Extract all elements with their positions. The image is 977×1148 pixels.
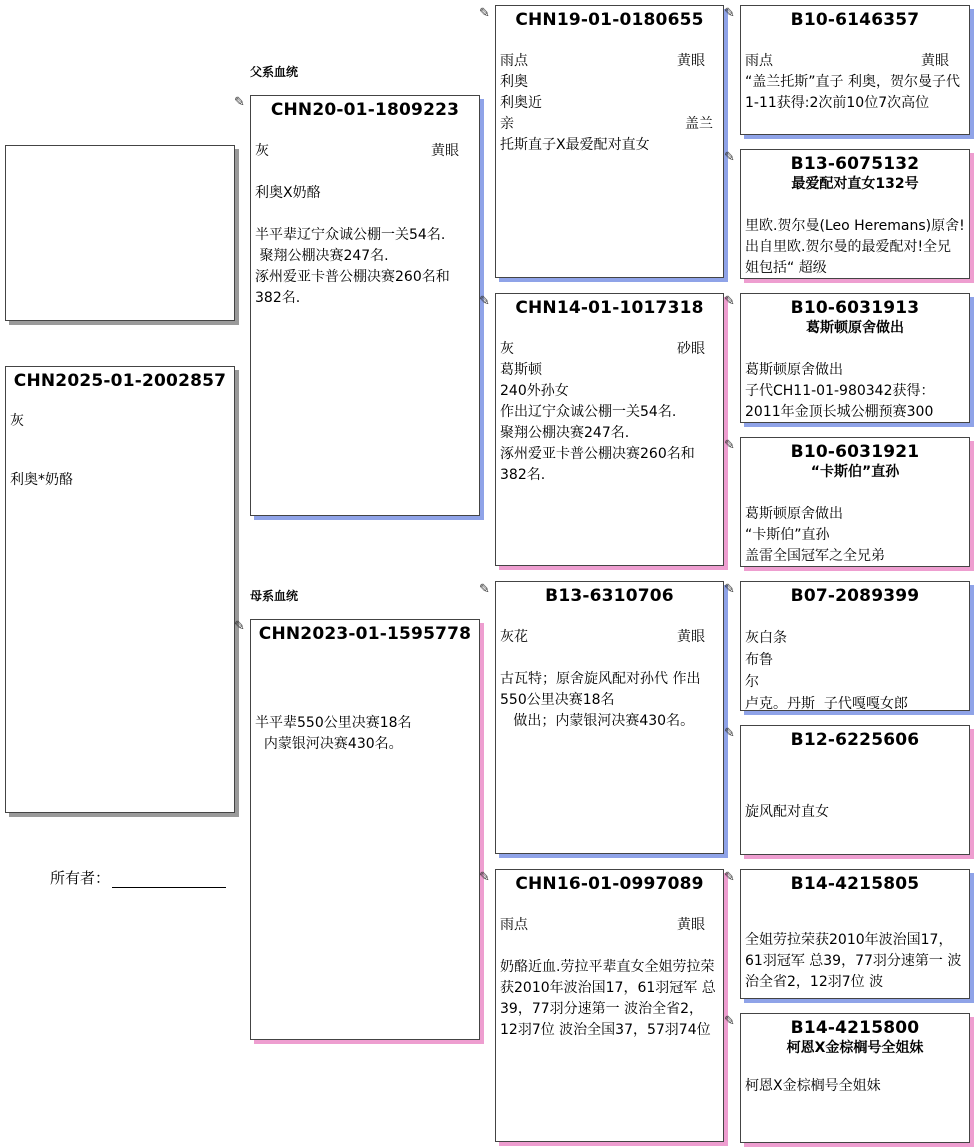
pencil-icon[interactable]: ✎ xyxy=(479,294,490,309)
sire-eye: 黄眼 xyxy=(431,143,459,159)
sd-color-row xyxy=(500,339,719,360)
pencil-icon[interactable]: ✎ xyxy=(479,6,490,21)
ssd-card xyxy=(740,149,970,279)
ssd-notes: 里欧.贺尔曼(Leo Heremans)原舍!出自里欧.贺尔曼的最爱配对!全兄姐包括“ 超级 xyxy=(745,218,965,276)
sdd-sub: “卡斯伯”直孙 xyxy=(810,464,900,480)
ss-line3b: 盖兰 xyxy=(685,116,713,132)
sd-notes: 葛斯顿 240外孙女 作出辽宁众诚公棚一关54名. 聚翔公棚决赛247名. 涿州爱亚卡普公棚决赛260名和382名. xyxy=(500,362,695,483)
sire-notes: 半平辈辽宁众诚公棚一关54名. 聚翔公棚决赛247名. 涿州爱亚卡普公棚决赛260名和382名. xyxy=(255,227,450,306)
pencil-icon[interactable]: ✎ xyxy=(724,150,735,165)
owner-input[interactable] xyxy=(112,873,226,888)
sdd-card xyxy=(740,437,970,567)
ds-color: 灰花 xyxy=(500,629,528,645)
ss-line2: 利奥近 xyxy=(500,95,542,111)
sdd-notes: 葛斯顿原舍做出 “卡斯伯”直孙 盖雷全国冠军之全兄弟 xyxy=(745,506,885,564)
dss-ring: B07-2089399 xyxy=(790,586,920,606)
owner-field xyxy=(50,867,226,888)
sds-sub: 葛斯顿原舍做出 xyxy=(806,320,904,336)
dss-notes: 灰白条 布鲁 尔 卢克。丹斯 子代嘎嘎女郎 xyxy=(745,630,908,711)
ds-color-row xyxy=(500,627,719,648)
pencil-icon[interactable]: ✎ xyxy=(724,726,735,741)
paternal-label: 父系血统 xyxy=(250,65,299,79)
ds-card xyxy=(495,581,724,854)
sss-card xyxy=(740,5,970,135)
sdd-ring: B10-6031921 xyxy=(790,442,920,462)
ds-notes: 古瓦特；原舍旋风配对孙代 作出550公里决赛18名 做出；内蒙银河决赛430名。 xyxy=(500,671,701,729)
pencil-icon[interactable]: ✎ xyxy=(479,582,490,597)
sds-card xyxy=(740,293,970,423)
dd-color: 雨点 xyxy=(500,917,528,933)
dd-notes: 奶酪近血.劳拉平辈直女全姐劳拉荣获2010年波治国17，61羽冠军 总39，77羽分速第一 波治全省2，12羽7位 波治全国37，57羽74位 xyxy=(500,959,716,1038)
ss-card xyxy=(495,5,724,278)
sire-cross: 利奥X奶酪 xyxy=(255,185,321,201)
dd-ring: CHN16-01-0997089 xyxy=(515,874,704,894)
subject-desc: 利奥*奶酪 xyxy=(10,472,73,488)
ss-ring: CHN19-01-0180655 xyxy=(515,10,704,30)
ds-eye: 黄眼 xyxy=(677,629,705,645)
sds-ring: B10-6031913 xyxy=(790,298,920,318)
dam-card xyxy=(250,619,480,1040)
subject-card xyxy=(5,366,235,813)
pencil-icon[interactable]: ✎ xyxy=(724,438,735,453)
photo-frame xyxy=(5,145,235,321)
subject-color: 灰 xyxy=(10,413,24,429)
dds-card xyxy=(740,869,970,999)
ddd-notes: 柯恩X金棕榈号全姐妹 xyxy=(745,1078,881,1094)
pencil-icon[interactable]: ✎ xyxy=(234,95,245,110)
pencil-icon[interactable]: ✎ xyxy=(234,619,245,634)
sss-notes: “盖兰托斯”直子 利奥，贺尔曼子代1-11获得:2次前10位7次高位 xyxy=(745,74,960,111)
ss-line4: 托斯直子X最爱配对直女 xyxy=(500,137,650,153)
ss-line1: 利奥 xyxy=(500,74,528,90)
ss-line3a: 亲 xyxy=(500,116,514,132)
dam-ring: CHN2023-01-1595778 xyxy=(258,624,472,644)
dds-ring: B14-4215805 xyxy=(790,874,920,894)
dsd-card xyxy=(740,725,970,855)
pencil-icon[interactable]: ✎ xyxy=(724,1014,735,1029)
sire-card xyxy=(250,95,480,516)
dsd-ring: B12-6225606 xyxy=(790,730,920,750)
sire-ring: CHN20-01-1809223 xyxy=(270,100,460,120)
ss-color: 雨点 xyxy=(500,53,528,69)
dd-color-row xyxy=(500,915,719,936)
sss-eye: 黄眼 xyxy=(921,53,949,69)
pencil-icon[interactable]: ✎ xyxy=(724,582,735,597)
sss-color-row xyxy=(745,51,965,72)
sire-color-row xyxy=(255,141,475,162)
ddd-card xyxy=(740,1013,970,1143)
pencil-icon[interactable]: ✎ xyxy=(724,870,735,885)
ss-line3 xyxy=(500,114,719,135)
sds-notes: 葛斯顿原舍做出 子代CH11-01-980342获得：2011年金顶长城公棚预赛300 xyxy=(745,362,935,420)
dsd-notes: 旋风配对直女 xyxy=(745,804,829,820)
sd-card xyxy=(495,293,724,566)
dss-card xyxy=(740,581,970,711)
ssd-ring: B13-6075132 xyxy=(790,154,920,174)
dd-card xyxy=(495,869,724,1142)
maternal-label: 母系血统 xyxy=(250,589,299,603)
pencil-icon[interactable]: ✎ xyxy=(479,870,490,885)
sire-color: 灰 xyxy=(255,143,269,159)
subject-ring: CHN2025-01-2002857 xyxy=(13,371,227,391)
sd-eye: 砂眼 xyxy=(677,341,705,357)
ssd-sub: 最爱配对直女132号 xyxy=(791,176,919,192)
ddd-ring: B14-4215800 xyxy=(790,1018,920,1038)
dd-eye: 黄眼 xyxy=(677,917,705,933)
pencil-icon[interactable]: ✎ xyxy=(724,6,735,21)
sss-color: 雨点 xyxy=(745,53,773,69)
pencil-icon[interactable]: ✎ xyxy=(724,294,735,309)
ddd-sub: 柯恩X金棕榈号全姐妹 xyxy=(786,1040,924,1056)
sss-ring: B10-6146357 xyxy=(790,10,920,30)
ss-eye: 黄眼 xyxy=(677,53,705,69)
sd-ring: CHN14-01-1017318 xyxy=(515,298,704,318)
sd-color: 灰 xyxy=(500,341,514,357)
dds-notes: 全姐劳拉荣获2010年波治国17，61羽冠军 总39，77羽分速第一 波治全省2，12羽7位 波 xyxy=(745,932,962,990)
ds-ring: B13-6310706 xyxy=(545,586,674,606)
dam-notes: 半平辈550公里决赛18名 内蒙银河决赛430名。 xyxy=(255,715,412,752)
owner-label: 所有者： xyxy=(50,869,111,887)
ss-color-row xyxy=(500,51,719,72)
